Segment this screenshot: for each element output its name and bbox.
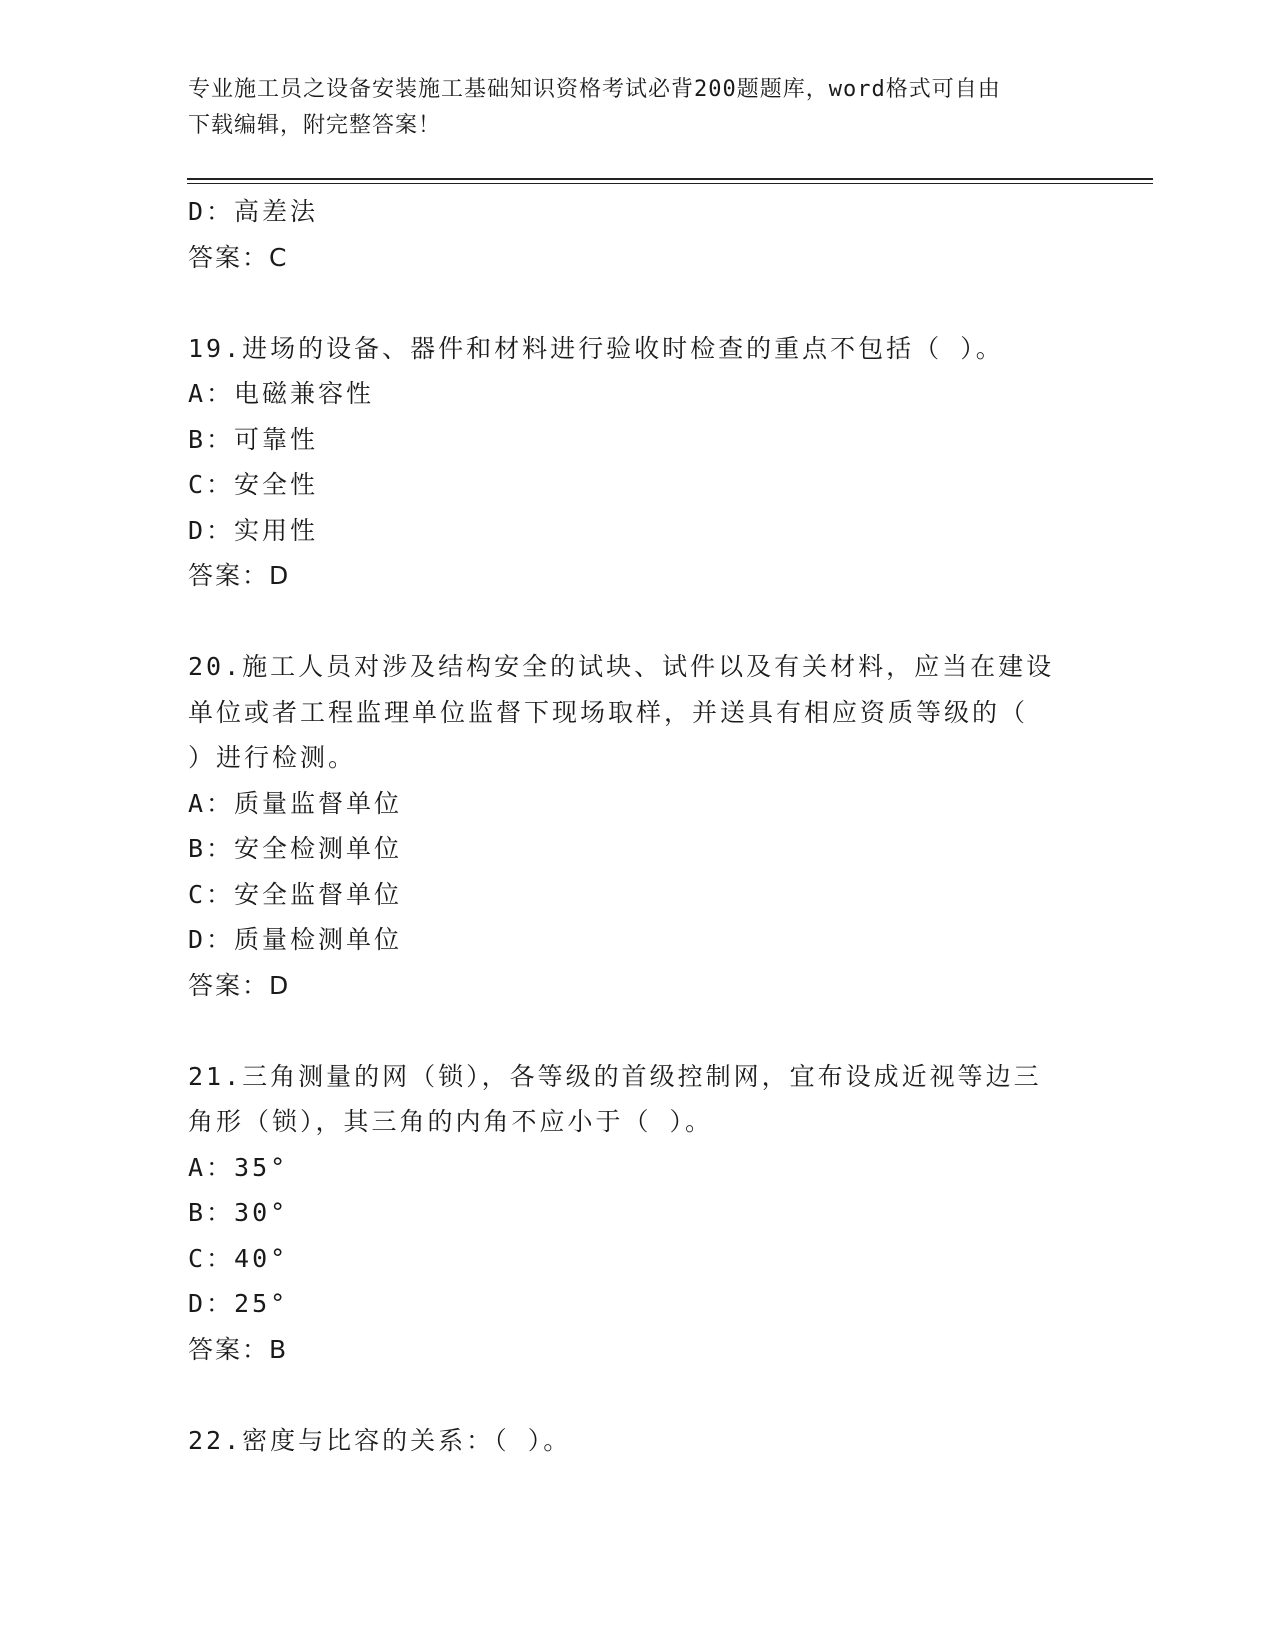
option-c: C：安全性: [188, 470, 319, 499]
header-rule-thick: [187, 178, 1153, 180]
spacer: [188, 1008, 1088, 1054]
question-19: [188, 326, 1088, 599]
spacer: [188, 599, 1088, 645]
answer-line: 答案：D: [188, 561, 291, 590]
spacer: [188, 1372, 1088, 1418]
question-text-line-1: 20.施工人员对涉及结构安全的试块、试件以及有关材料，应当在建设: [188, 652, 1055, 681]
question-20: [188, 644, 1088, 1008]
header-line-2: 下载编辑，附完整答案！: [188, 113, 442, 138]
question-text-line-3: ）进行检测。: [188, 743, 357, 772]
answer-line: 答案：B: [188, 1334, 289, 1364]
question-21: [188, 1054, 1088, 1373]
option-b: B：可靠性: [188, 424, 319, 454]
option-d: D：高差法: [188, 197, 319, 226]
question-22: [188, 1418, 1088, 1464]
option-d: D：质量检测单位: [188, 925, 403, 954]
question-text-line-2: 角形（锁），其三角的内角不应小于（ ）。: [188, 1107, 714, 1136]
answer-line: 答案：C: [188, 242, 289, 272]
option-a: A：35°: [188, 1152, 289, 1182]
question-text: 19.进场的设备、器件和材料进行验收时检查的重点不包括（ ）。: [188, 333, 1004, 363]
option-b: B：30°: [188, 1198, 289, 1227]
question-text-line-1: 21.三角测量的网（锁），各等级的首级控制网，宜布设成近视等边三: [188, 1061, 1042, 1091]
option-a: A：质量监督单位: [188, 788, 403, 818]
option-a: A：电磁兼容性: [188, 379, 375, 408]
option-b: B：安全检测单位: [188, 834, 403, 863]
header-line-1: 专业施工员之设备安装施工基础知识资格考试必背200题题库，word格式可自由: [188, 77, 1001, 102]
option-c: C：40°: [188, 1243, 289, 1273]
question-text: 22.密度与比容的关系：（ ）。: [188, 1425, 572, 1455]
question-content: [188, 189, 1088, 1463]
document-header: [188, 72, 1068, 144]
option-d: D：实用性: [188, 515, 319, 545]
answer-line: 答案：D: [188, 970, 291, 1000]
spacer: [188, 280, 1088, 326]
option-d: D：25°: [188, 1289, 289, 1318]
question-text-line-2: 单位或者工程监理单位监督下现场取样，并送具有相应资质等级的（: [188, 697, 1029, 727]
header-rule-thin: [187, 183, 1153, 184]
option-c: C：安全监督单位: [188, 879, 403, 909]
